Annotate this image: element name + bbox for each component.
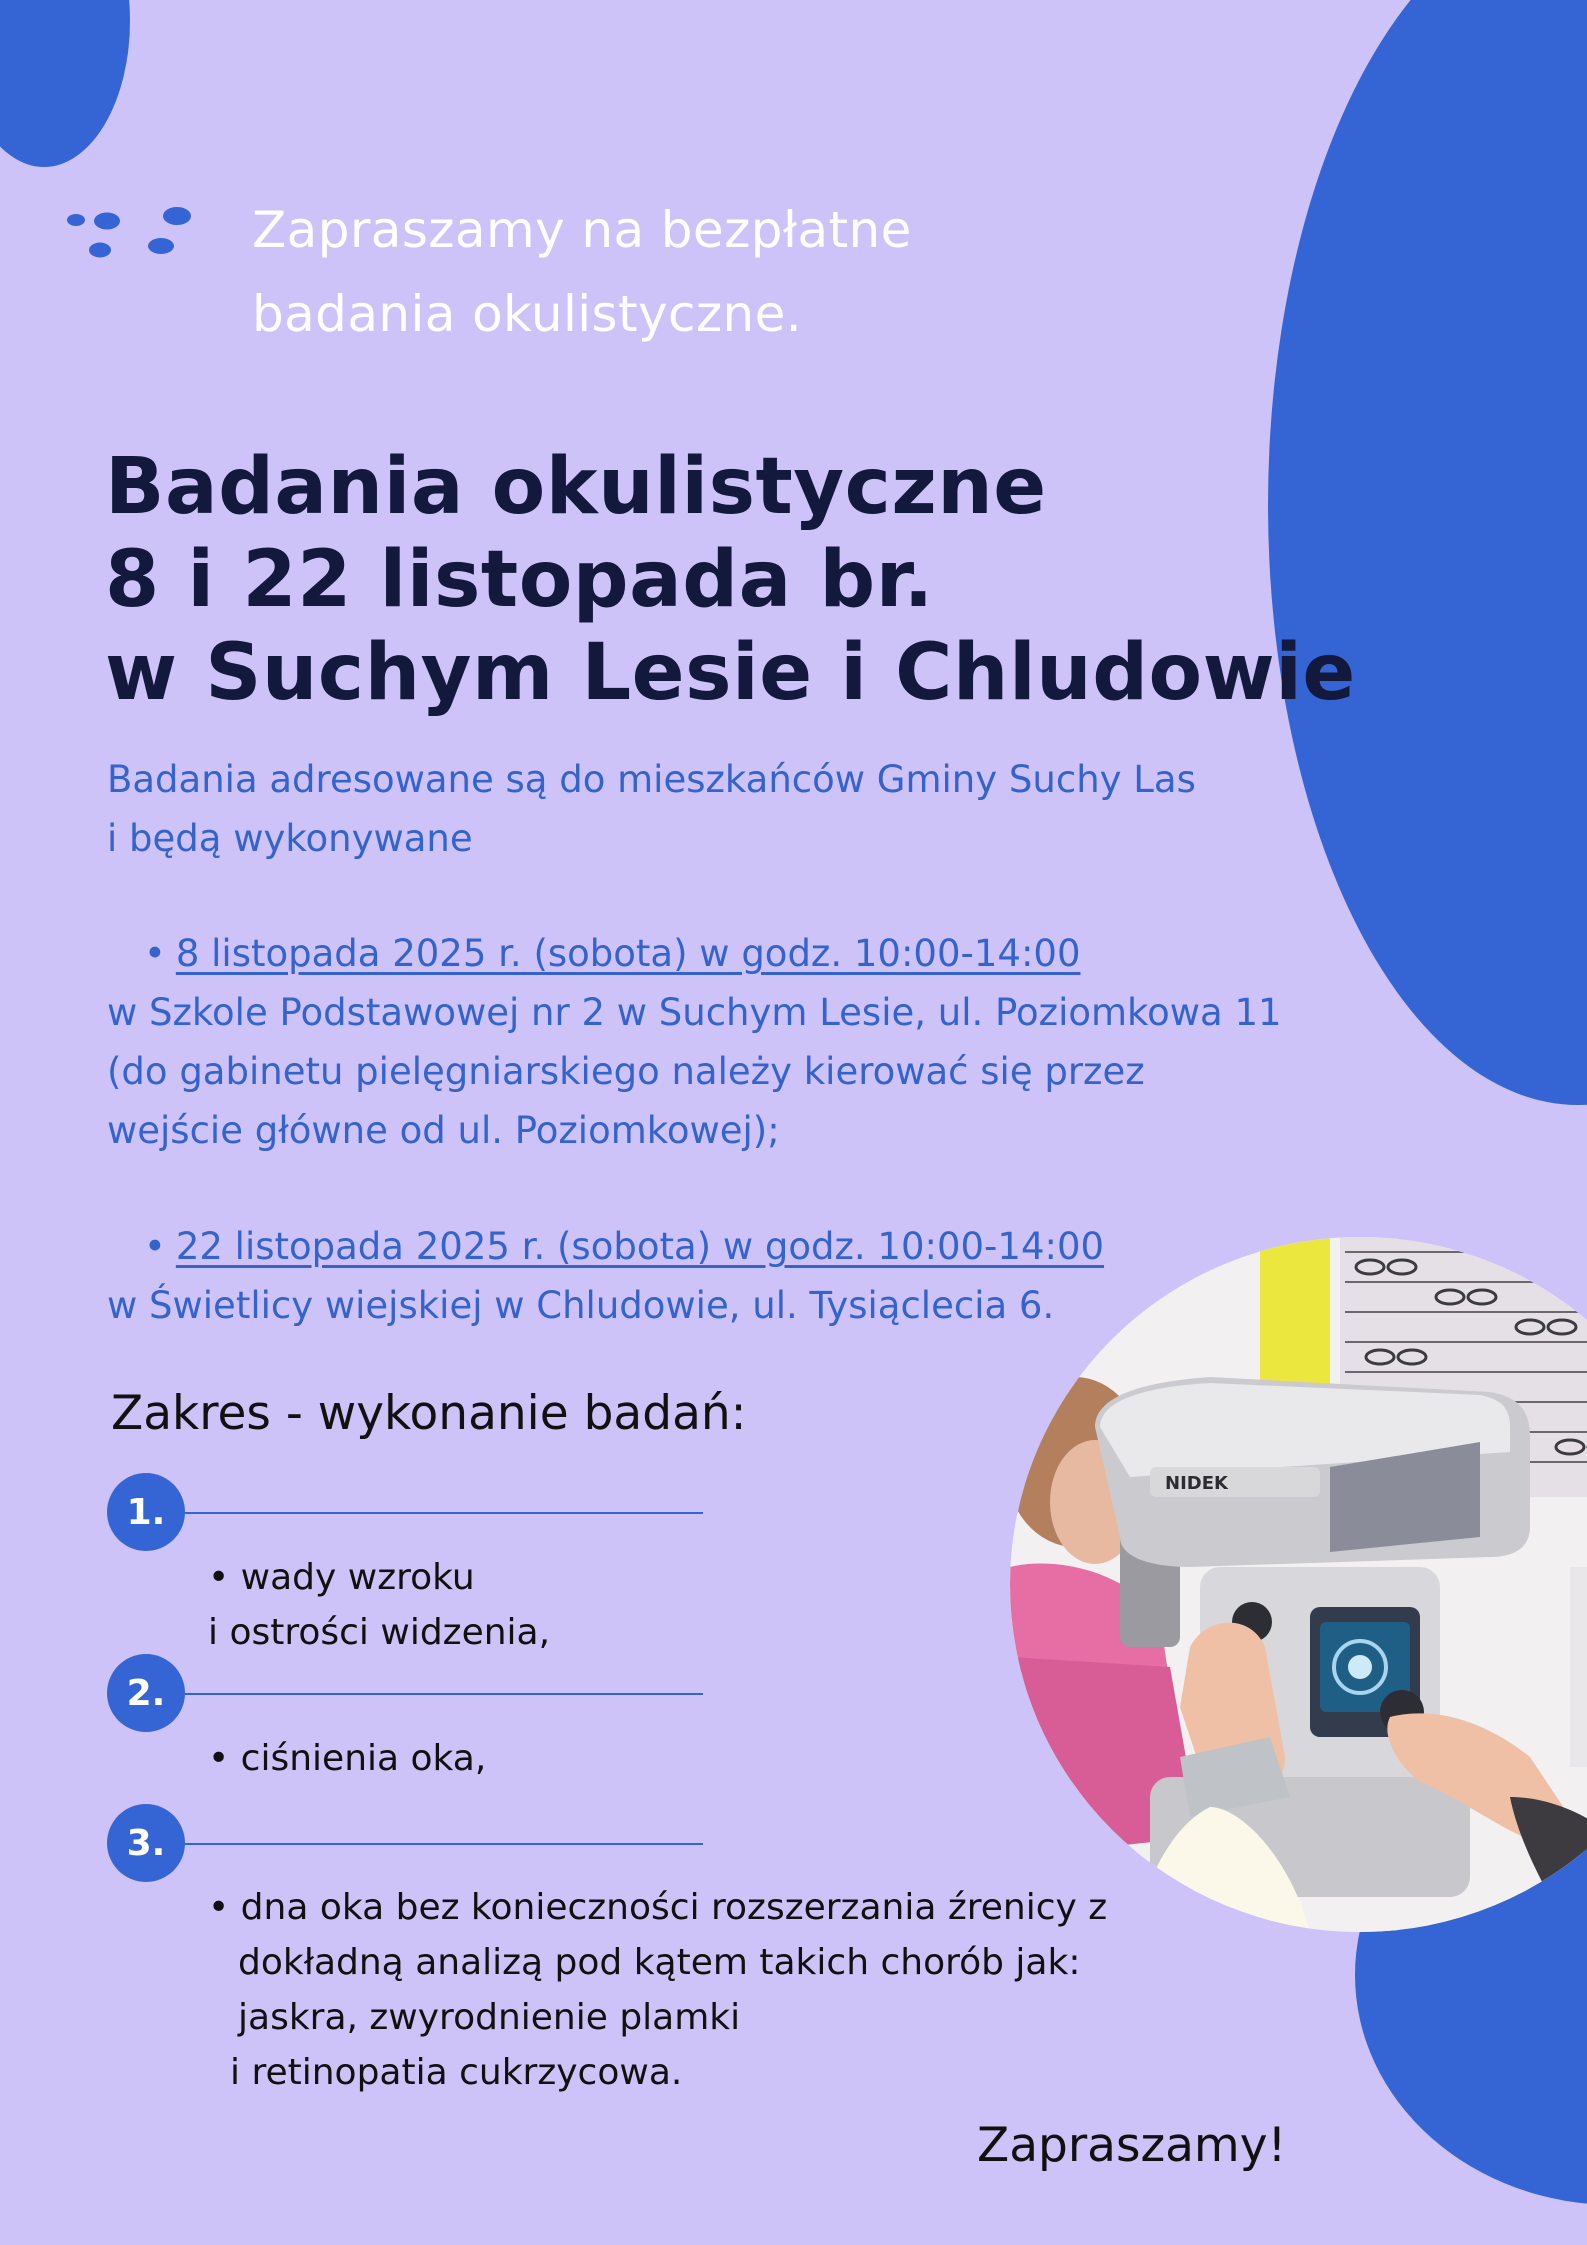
title-line-1: Badania okulistyczne: [105, 442, 1047, 532]
step-2-line-1: • ciśnienia oka,: [208, 1738, 487, 1779]
step-3-line-1: • dna oka bez konieczności rozszerzania źrenicy z: [208, 1887, 1108, 1928]
tagline: [252, 188, 912, 356]
session-2: [107, 1217, 1104, 1335]
step-2-text: [208, 1731, 486, 1786]
step-3-line-4: i retinopatia cukrzycowa.: [230, 2052, 683, 2093]
step-1-line-2: i ostrości widzenia,: [208, 1612, 551, 1653]
title-line-3: w Suchym Lesie i Chludowie: [105, 628, 1356, 718]
tagline-line-1: Zapraszamy na bezpłatne: [252, 201, 912, 259]
step-1-divider: [185, 1512, 703, 1514]
step-3-line-3: jaskra, zwyrodnienie plamki: [238, 1997, 741, 2038]
dots-ornament-icon: [62, 203, 197, 263]
eye-exam-photo: [1010, 1237, 1587, 1932]
page-title: [105, 441, 1356, 720]
step-1-text: [208, 1550, 550, 1660]
tagline-line-2: badania okulistyczne.: [252, 285, 803, 343]
title-line-2: 8 i 22 listopada br.: [105, 535, 934, 625]
closing-text: Zapraszamy!: [977, 2118, 1287, 2173]
session-2-date-link[interactable]: 22 listopada 2025 r. (sobota) w godz. 10:00-14:00: [175, 1225, 1105, 1268]
session-1-line-3: wejście główne od ul. Poziomkowej);: [107, 1109, 780, 1152]
intro-text: [107, 750, 1196, 868]
session-2-header: [107, 1217, 1104, 1276]
session-1-line-2: (do gabinetu pielęgniarskiego należy kierować się przez: [107, 1050, 1145, 1093]
bullet: •: [144, 1225, 166, 1268]
step-1-line-1: • wady wzroku: [208, 1557, 475, 1598]
device-brand-label: NIDEK: [1165, 1473, 1228, 1494]
session-1: [107, 924, 1282, 1160]
autorefractor-image-icon: [1010, 1237, 1587, 1932]
intro-line-2: i będą wykonywane: [107, 817, 473, 860]
decorative-circle-top-left: [0, 0, 130, 167]
session-1-header: [107, 924, 1282, 983]
session-2-line-1: w Świetlicy wiejskiej w Chludowie, ul. Tysiąclecia 6.: [107, 1284, 1055, 1327]
session-1-date-link[interactable]: 8 listopada 2025 r. (sobota) w godz. 10:00-14:00: [175, 932, 1081, 975]
step-3-text: [208, 1880, 1107, 2100]
intro-line-1: Badania adresowane są do mieszkańców Gminy Suchy Las: [107, 758, 1196, 801]
step-2-divider: [185, 1693, 703, 1695]
bullet: •: [144, 932, 166, 975]
step-3-badge: 3.: [107, 1804, 185, 1882]
step-3-divider: [185, 1843, 703, 1845]
step-1-badge: 1.: [107, 1473, 185, 1551]
scope-heading: Zakres - wykonanie badań:: [111, 1386, 747, 1441]
step-2-badge: 2.: [107, 1654, 185, 1732]
step-3-line-2: dokładną analizą pod kątem takich chorób jak:: [238, 1942, 1081, 1983]
session-1-line-1: w Szkole Podstawowej nr 2 w Suchym Lesie, ul. Poziomkowa 11: [107, 991, 1282, 1034]
